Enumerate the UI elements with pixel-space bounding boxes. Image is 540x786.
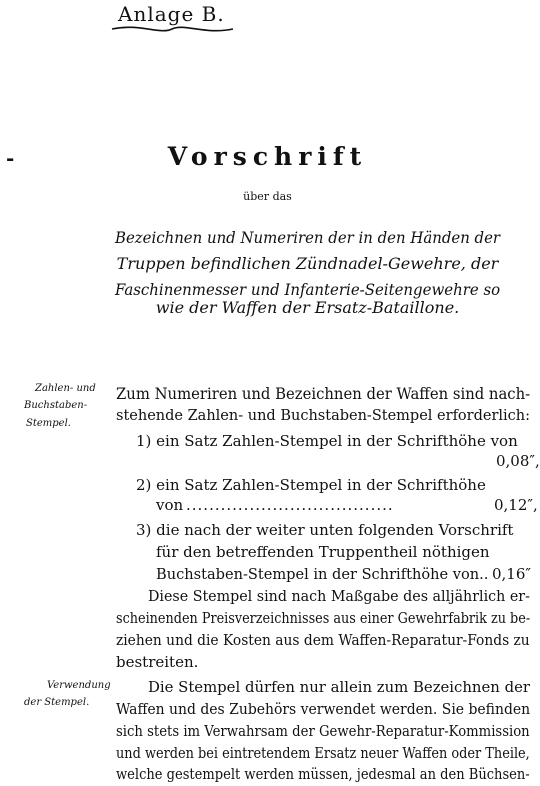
flourish-ornament xyxy=(110,22,235,36)
body-line: stehende Zahlen- und Buchstaben-Stempel erforderlich: xyxy=(116,406,531,424)
subtitle-line: Bezeichnen und Numeriren der in den Händen der xyxy=(115,228,501,247)
body-line: bestreiten. xyxy=(116,653,199,671)
margin-note-stamps: Buchstaben- xyxy=(24,400,88,411)
title-connector: über das xyxy=(243,190,292,203)
body-line: sich stets im Verwahrsam der Gewehr-Reparatur-Kommission xyxy=(116,722,530,740)
body-line: Waffen und des Zubehörs verwendet werden. Sie befinden xyxy=(116,700,531,718)
margin-note-stamps: Stempel. xyxy=(26,418,71,429)
list-item-1-value: 0,08″, xyxy=(496,452,540,470)
body-line: und werden bei eintretendem Ersatz neuer Waffen oder Theile, xyxy=(116,744,530,762)
subtitle-line: Truppen befindlichen Zündnadel-Gewehre, der xyxy=(116,254,499,273)
document-title: Vorschrift xyxy=(167,142,368,171)
body-line: Die Stempel dürfen nur allein zum Bezeichnen der xyxy=(148,678,530,696)
list-item-3: 3) die nach der weiter unten folgenden Vorschrift xyxy=(136,521,514,539)
list-item-3-value: 0,16″ xyxy=(492,565,532,583)
margin-note-stamps: Zahlen- und xyxy=(35,383,96,394)
list-item-2-dots: .................................... xyxy=(186,496,394,514)
body-line: welche gestempelt werden müssen, jedesmal an den Büchsen- xyxy=(116,765,530,783)
subtitle-line: wie der Waffen der Ersatz-Bataillone. xyxy=(155,298,460,317)
subtitle-line: Faschinenmesser und Infanterie-Seitengewehre so xyxy=(115,280,501,299)
body-line: Diese Stempel sind nach Maßgabe des alljährlich er- xyxy=(148,587,530,605)
list-item-1: 1) ein Satz Zahlen-Stempel in der Schrifthöhe von xyxy=(136,432,518,450)
body-line: ziehen und die Kosten aus dem Waffen-Reparatur-Fonds zu xyxy=(116,631,530,649)
list-item-2-value: 0,12″, xyxy=(494,496,538,514)
margin-dash-mark: - xyxy=(6,146,15,170)
list-item-3: Buchstaben-Stempel in der Schrifthöhe von.. xyxy=(156,565,489,583)
annex-label: Anlage B. xyxy=(118,2,225,26)
list-item-3: für den betreffenden Truppentheil nöthigen xyxy=(156,543,490,561)
body-line: Zum Numeriren und Bezeichnen der Waffen sind nach- xyxy=(116,384,531,403)
margin-note-usage: der Stempel. xyxy=(24,697,90,708)
margin-note-usage: Verwendung xyxy=(47,680,111,691)
list-item-2-cont: von xyxy=(156,496,184,514)
body-line: scheinenden Preisverzeichnisses aus einer Gewehrfabrik zu be- xyxy=(116,609,531,627)
list-item-2: 2) ein Satz Zahlen-Stempel in der Schrifthöhe xyxy=(136,476,486,494)
